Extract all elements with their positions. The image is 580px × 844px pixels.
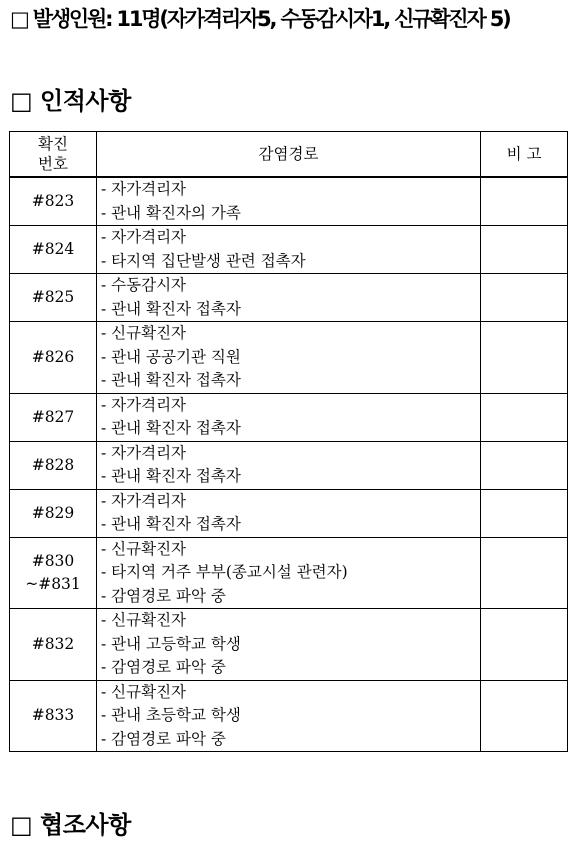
infection-route-line: - 신규확진자 <box>101 611 187 629</box>
remarks-cell <box>481 393 568 441</box>
remarks-cell <box>481 441 568 489</box>
header-remarks: 비 고 <box>481 132 568 178</box>
remarks-cell <box>481 680 568 752</box>
case-number: #830 <box>31 551 75 570</box>
case-number-cell <box>10 322 97 394</box>
case-number: #827 <box>31 407 75 426</box>
infection-route-cell <box>97 680 481 752</box>
case-number: #833 <box>31 706 75 725</box>
header-case-number-line2: 번호 <box>38 155 68 173</box>
infection-route-cell <box>97 177 481 226</box>
remarks-cell <box>481 274 568 322</box>
infection-route-line: - 관내 확진자 접촉자 <box>101 467 241 485</box>
table-body <box>10 177 568 752</box>
case-number-cell <box>10 226 97 274</box>
case-number: #832 <box>31 634 75 653</box>
table-row <box>10 274 568 322</box>
case-number: #829 <box>31 503 75 522</box>
infection-route-cell <box>97 489 481 537</box>
infection-route-line: - 감염경로 파악 중 <box>101 586 226 605</box>
infection-route-line: - 자가격리자 <box>101 228 187 246</box>
infection-route-line: - 관내 초등학교 학생 <box>101 706 241 724</box>
table-row <box>10 609 568 681</box>
table-header-row <box>10 132 568 178</box>
infection-route-line: - 관내 확진자 접촉자 <box>101 371 241 389</box>
infection-route-line: - 신규확진자 <box>101 682 187 701</box>
infection-route-cell <box>97 537 481 609</box>
infection-route-cell <box>97 441 481 489</box>
case-number: #823 <box>31 192 75 210</box>
case-number: ~#831 <box>25 574 81 593</box>
case-number-cell <box>10 393 97 441</box>
infection-route-line: - 관내 고등학교 학생 <box>101 634 241 653</box>
remarks-cell <box>481 226 568 274</box>
infection-route-line: - 관내 확진자 접촉자 <box>101 515 241 533</box>
case-number-cell <box>10 177 97 226</box>
infection-route-line: - 감염경로 파악 중 <box>101 729 226 748</box>
infection-route-line: - 타지역 거주 부부(종교시설 관련자) <box>101 563 348 581</box>
infection-route-line: - 신규확진자 <box>101 539 187 558</box>
header-case-number-line1: 확진 <box>38 135 68 153</box>
case-number: #825 <box>31 288 75 306</box>
infection-route-line: - 신규확진자 <box>101 324 187 342</box>
case-number-cell <box>10 489 97 537</box>
infection-route-line: - 자가격리자 <box>101 491 187 510</box>
table-row <box>10 177 568 226</box>
table-row <box>10 322 568 394</box>
case-number-cell <box>10 274 97 322</box>
case-number-cell <box>10 537 97 609</box>
remarks-cell <box>481 537 568 609</box>
case-number: #826 <box>31 347 75 366</box>
infection-route-cell <box>97 609 481 681</box>
header-infection-route: 감염경로 <box>97 132 481 178</box>
infection-route-line: - 자가격리자 <box>101 443 187 462</box>
infection-route-line: - 관내 확진자 접촉자 <box>101 299 241 318</box>
case-number: #828 <box>31 455 75 474</box>
infection-route-line: - 자가격리자 <box>101 395 187 414</box>
infection-route-line: - 관내 확진자의 가족 <box>101 203 241 222</box>
table-row <box>10 441 568 489</box>
section-title-cooperation: □ 협조사항 <box>10 811 131 839</box>
section-title-personal-info: □ 인적사항 <box>10 87 131 115</box>
case-number: #824 <box>31 240 75 258</box>
infection-route-cell <box>97 226 481 274</box>
table-row <box>10 393 568 441</box>
remarks-cell <box>481 177 568 226</box>
infection-route-cell <box>97 322 481 394</box>
remarks-cell <box>481 322 568 394</box>
infection-route-line: - 수동감시자 <box>101 276 187 294</box>
table-row <box>10 537 568 609</box>
table-row <box>10 226 568 274</box>
remarks-cell <box>481 609 568 681</box>
infection-route-line: - 감염경로 파악 중 <box>101 658 226 676</box>
table-row <box>10 680 568 752</box>
infection-route-line: - 자가격리자 <box>101 180 187 198</box>
infection-route-line: - 관내 확진자 접촉자 <box>101 419 241 437</box>
infection-route-line: - 타지역 집단발생 관련 접촉자 <box>101 251 306 270</box>
case-number-cell <box>10 441 97 489</box>
header-case-number <box>10 132 97 178</box>
case-number-cell <box>10 680 97 752</box>
infection-route-cell <box>97 393 481 441</box>
remarks-cell <box>481 489 568 537</box>
infection-route-cell <box>97 274 481 322</box>
infection-route-line: - 관내 공공기관 직원 <box>101 347 241 366</box>
case-table <box>9 131 568 752</box>
table-row <box>10 489 568 537</box>
headline: □ 발생인원: 11명(자가격리자5, 수동감시자1, 신규확진자 5) <box>10 7 510 31</box>
case-number-cell <box>10 609 97 681</box>
